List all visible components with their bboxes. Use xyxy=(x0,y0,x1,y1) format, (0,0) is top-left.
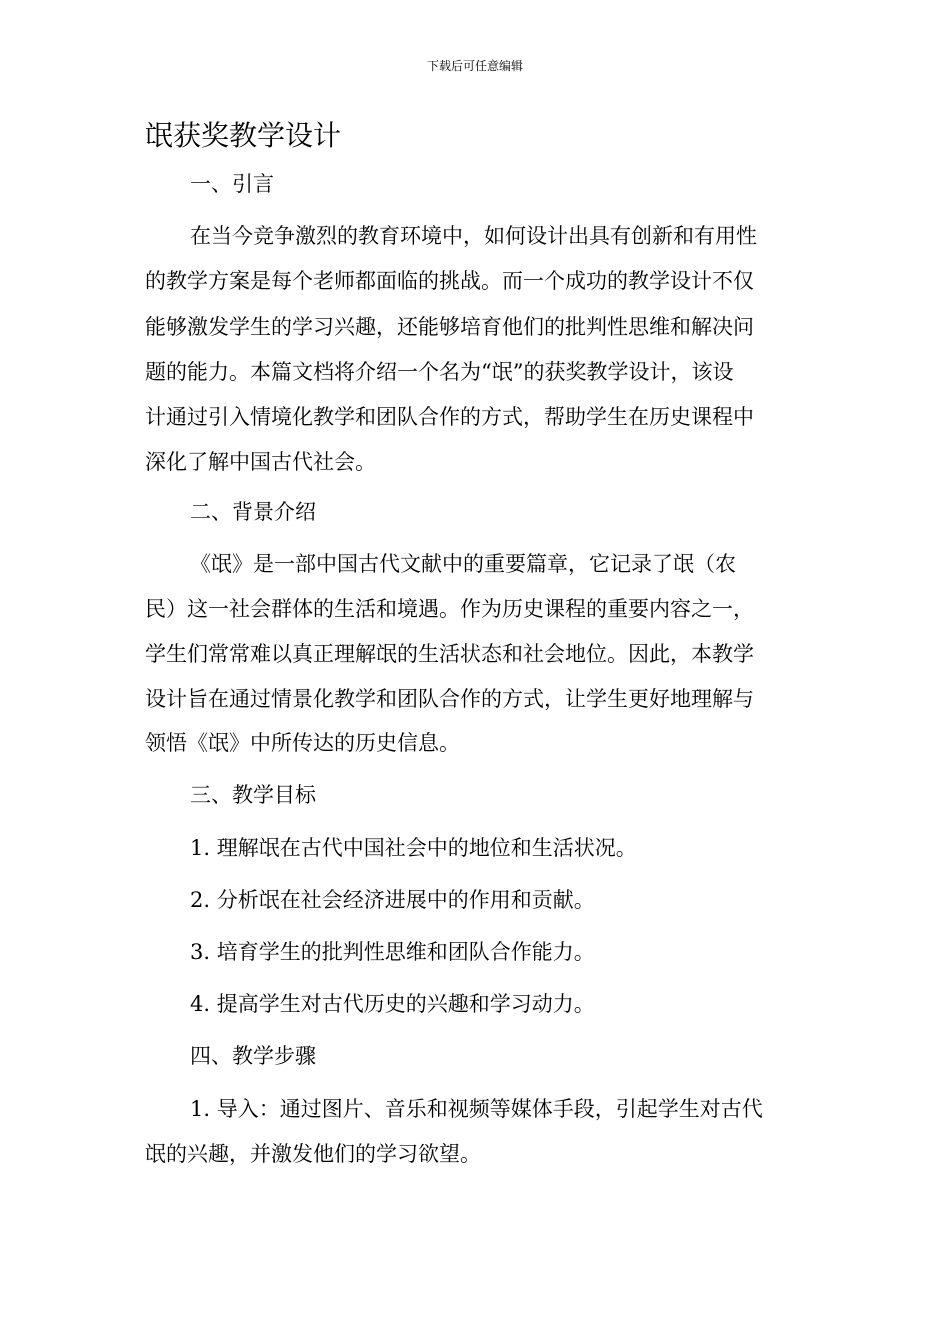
document-title: 氓获奖教学设计 xyxy=(145,119,342,152)
list-item-objective-1: 1. 理解氓在古代中国社会中的地位和生活状况。 xyxy=(190,836,637,860)
paragraph-line: 的教学方案是每个老师都面临的挑战。而一个成功的教学设计不仅 xyxy=(145,269,754,293)
section-heading-background: 二、背景介绍 xyxy=(190,500,316,524)
paragraph-line: 计通过引入情境化教学和团队合作的方式，帮助学生在历史课程中 xyxy=(145,405,754,429)
paragraph-line: 设计旨在通过情景化教学和团队合作的方式，让学生更好地理解与 xyxy=(145,687,754,711)
paragraph-line: 题的能力。本篇文档将介绍一个名为“氓”的获奖教学设计，该设 xyxy=(145,360,734,384)
list-item-step-1: 1. 导入：通过图片、音乐和视频等媒体手段，引起学生对古代 xyxy=(190,1097,763,1121)
section-heading-objectives: 三、教学目标 xyxy=(190,783,316,807)
list-item-step-1-continuation: 氓的兴趣，并激发他们的学习欲望。 xyxy=(145,1142,481,1166)
section-heading-introduction: 一、引言 xyxy=(190,172,274,196)
paragraph-line: 《氓》是一部中国古代文献中的重要篇章，它记录了氓（农 xyxy=(190,552,736,576)
list-item-objective-4: 4. 提高学生对古代历史的兴趣和学习动力。 xyxy=(190,992,595,1016)
paragraph-line: 学生们常常难以真正理解氓的生活状态和社会地位。因此，本教学 xyxy=(145,642,754,666)
paragraph-line: 深化了解中国古代社会。 xyxy=(145,450,376,474)
section-heading-steps: 四、教学步骤 xyxy=(190,1044,316,1068)
page-header-note: 下载后可任意编辑 xyxy=(426,59,523,73)
paragraph-line: 能够激发学生的学习兴趣，还能够培育他们的批判性思维和解决问 xyxy=(145,315,754,339)
list-item-objective-3: 3. 培育学生的批判性思维和团队合作能力。 xyxy=(190,940,595,964)
list-item-objective-2: 2. 分析氓在社会经济进展中的作用和贡献。 xyxy=(190,888,595,912)
paragraph-line: 民）这一社会群体的生活和境遇。作为历史课程的重要内容之一， xyxy=(145,597,754,621)
paragraph-line: 领悟《氓》中所传达的历史信息。 xyxy=(145,731,460,755)
paragraph-line: 在当今竞争激烈的教育环境中，如何设计出具有创新和有用性 xyxy=(190,224,757,248)
